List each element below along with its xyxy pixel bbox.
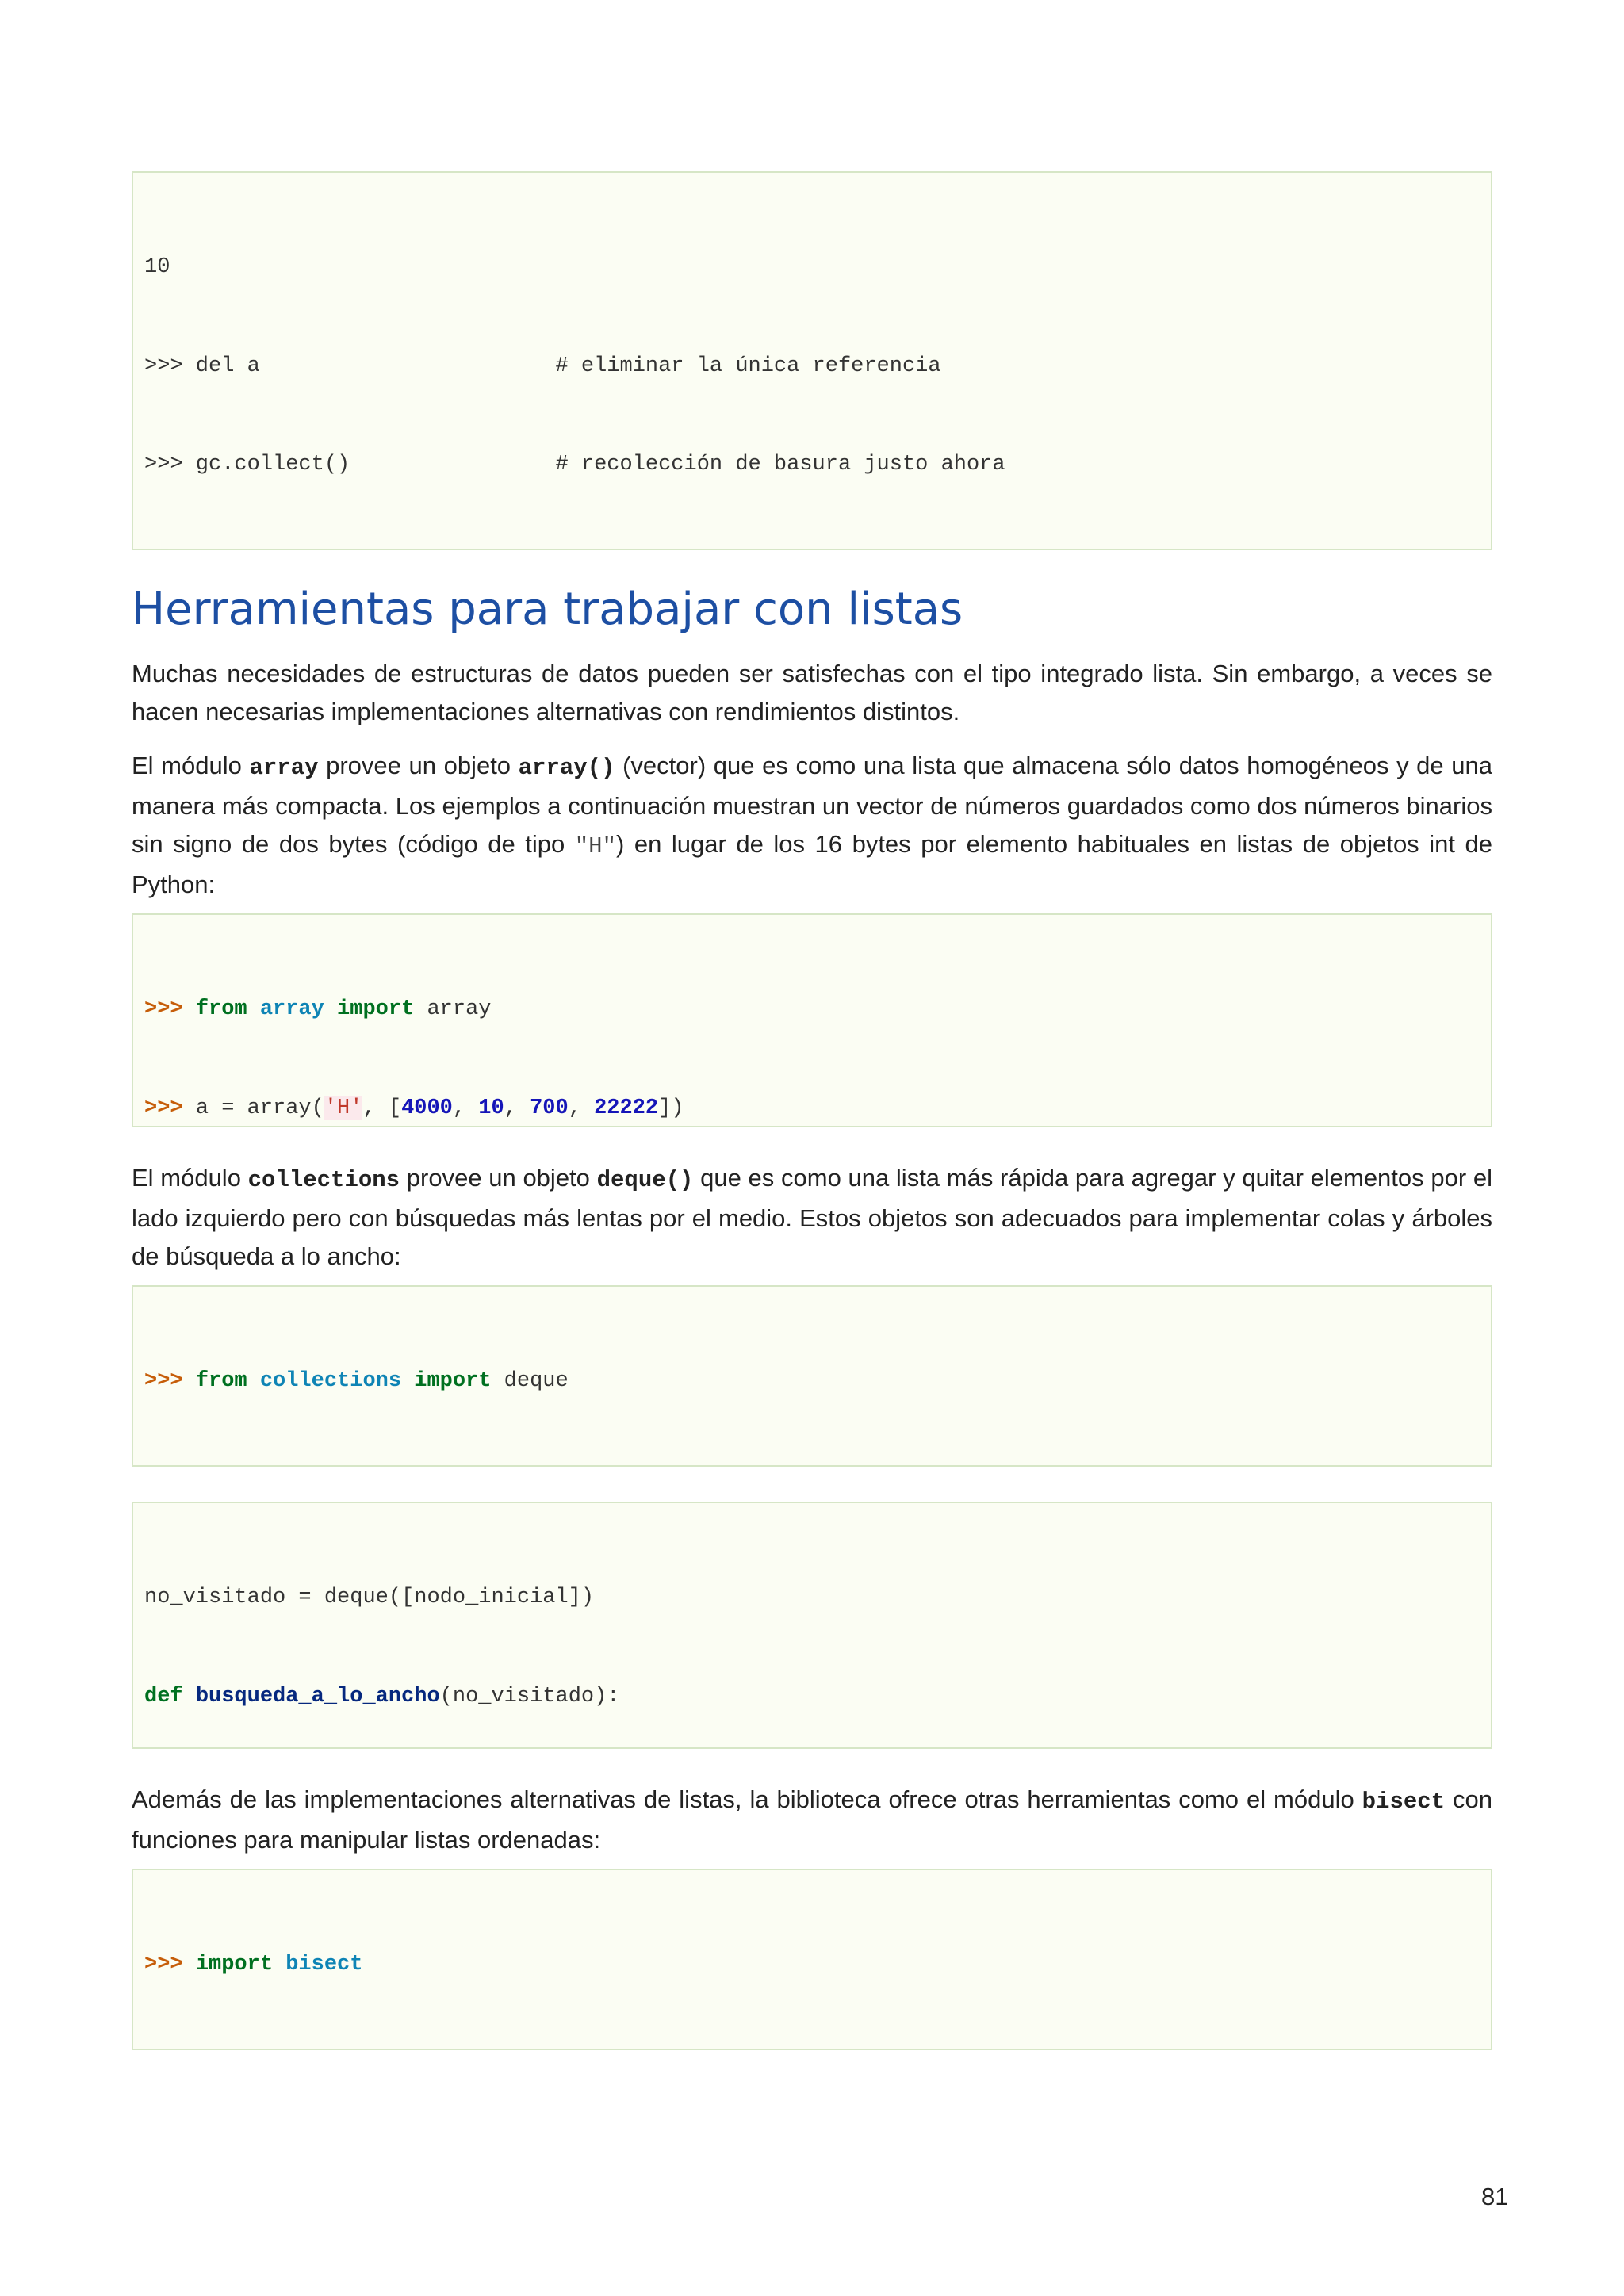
code-line: def busqueda_a_lo_ancho(no_visitado): [144,1684,620,1709]
code-line: 10 [144,255,170,279]
paragraph-collections: El módulo collections provee un objeto deque() que es como una lista más rápida para agregar y quitar elementos por el lado izquierdo pero con búsquedas más lentas por el medio. Estos objetos son adecuados para implementar colas y árboles de búsqueda a lo ancho: [132,1164,1492,1270]
inline-code-array-module: array [249,755,319,781]
page-number: 81 [1481,2183,1509,2210]
code-block-deque [132,1285,1492,1467]
code-line: no_visitado = deque([nodo_inicial]) [144,1586,595,1609]
code-line: >>> a = array('H', [4000, 10, 700, 22222]) [144,1096,684,1120]
code-line [144,1464,1480,1468]
code-block-weakref [132,171,1492,550]
code-line [144,548,1480,551]
code-line: >>> from array import array [144,997,492,1021]
code-line: >>> from collections import deque [144,1369,569,1393]
page-content [132,171,1492,2050]
paragraph-bisect: Además de las implementaciones alternativas de listas, la biblioteca ofrece otras herramientas como el módulo bisect con funciones para manipular listas ordenadas: [132,1785,1492,1854]
code-block-bfs [132,1502,1492,1749]
paragraph-array: El módulo array provee un objeto array() (vector) que es como una lista que almacena sólo datos homogéneos y de una manera más compacta. Los ejemplos a continuación muestran un vector de números guardados como dos números binarios sin signo de dos bytes (código de tipo "H") en lugar de los 16 bytes por elemento habituales en listas de objetos int de Python: [132,752,1492,898]
inline-code-deque: deque() [596,1167,694,1193]
code-line [144,2048,1480,2051]
inline-code-typecode: "H" [574,833,616,859]
code-line: >>> import bisect [144,1953,363,1976]
inline-code-array-func: array() [518,755,615,781]
code-line: >>> gc.collect() # recolección de basura justo ahora [144,453,1005,476]
code-block-array [132,913,1492,1127]
inline-code-collections: collections [247,1167,400,1193]
section-title: Herramientas para trabajar con listas [132,584,963,635]
paragraph-intro: Muchas necesidades de estructuras de datos pueden ser satisfechas con el tipo integrado lista. Sin embargo, a veces se hacen necesarias implementaciones alternativas con rendimientos distintos. [132,660,1492,725]
code-block-bisect [132,1869,1492,2050]
code-line: >>> del a # eliminar la única referencia [144,354,941,378]
inline-code-bisect: bisect [1362,1789,1446,1815]
